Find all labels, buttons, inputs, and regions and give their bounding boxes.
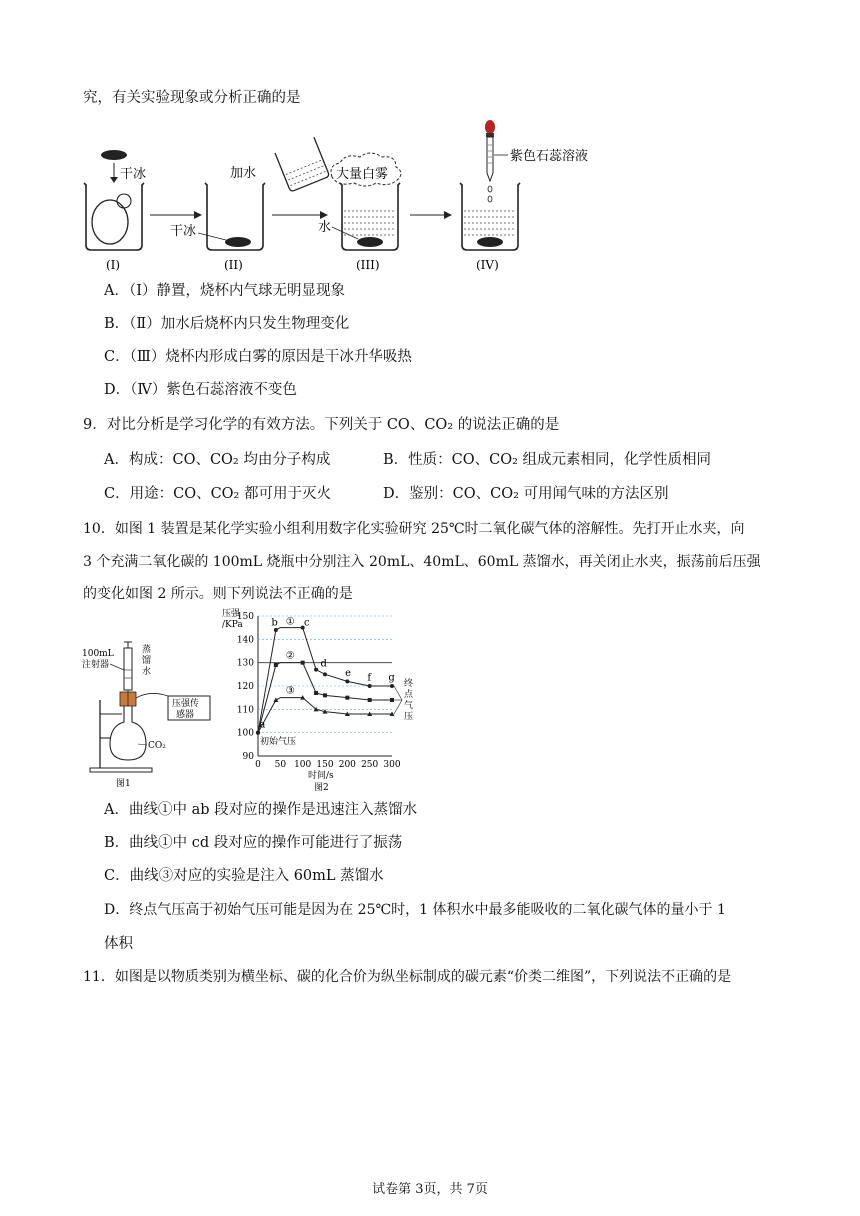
q8-option-b: B．（Ⅱ）加水后烧杯内只发生物理变化 <box>104 316 350 332</box>
chart-x-tick-label: 0 <box>255 760 261 770</box>
q9-option-b: B．性质：CO、CO₂ 组成元素相同，化学性质相同 <box>383 452 712 468</box>
q8-option-c: C．（Ⅲ）烧杯内形成白雾的原因是干冰升华吸热 <box>104 349 412 365</box>
point-label-a: a <box>259 719 266 731</box>
label-dry-ice-top: 干冰 <box>120 167 147 182</box>
chart-ylabel-1: 压强 <box>222 609 241 619</box>
label-litmus: 紫色石蕊溶液 <box>510 149 589 164</box>
step-label-3: (III) <box>356 258 380 272</box>
chart-point <box>256 730 260 734</box>
beaker-3 <box>318 153 401 250</box>
chart-x-tick-label: 250 <box>361 760 379 770</box>
dry-ice-pile-icon <box>225 237 251 247</box>
chart-point <box>345 696 349 700</box>
chart-x-tick-label: 100 <box>294 760 312 770</box>
label-final-3: 气 <box>404 701 414 711</box>
svg-text:压强传: 压强传 <box>172 699 200 709</box>
chart-x-tick-label: 300 <box>383 760 401 770</box>
point-label-f: f <box>367 672 372 684</box>
point-label-d: d <box>320 658 327 670</box>
chart-point <box>345 679 349 683</box>
q9-stem: 9．对比分析是学习化学的有效方法。下列关于 CO、CO₂ 的说法正确的是 <box>83 417 560 433</box>
q10-option-b: B．曲线①中 cd 段对应的操作可能进行了振荡 <box>104 835 403 851</box>
chart-x-tick-label: 150 <box>316 760 334 770</box>
q11-stem: 11．如图是以物质类别为横坐标、碳的化合价为纵坐标制成的碳元素“价类二维图”，下列说法不正确的是 <box>83 969 732 985</box>
q8-option-a: A．（Ⅰ）静置，烧杯内气球无明显现象 <box>104 283 345 299</box>
chart-y-tick-label: 150 <box>236 612 254 622</box>
svg-text:馏: 馏 <box>142 656 152 666</box>
q10-pressure-chart <box>220 606 425 792</box>
q9-option-a: A．构成：CO、CO₂ 均由分子构成 <box>104 452 331 468</box>
dry-ice-top-icon <box>101 150 127 160</box>
q9-option-c: C．用途：CO、CO₂ 都可用于灭火 <box>104 486 331 502</box>
q8-stem-tail: 究，有关实验现象或分析正确的是 <box>83 90 301 106</box>
label-final-1: 终 <box>404 679 414 689</box>
chart-y-tick-label: 130 <box>236 658 254 669</box>
chart-series-line <box>258 698 392 733</box>
q10-figure-1-apparatus <box>80 640 220 790</box>
chart-point <box>314 668 318 672</box>
chart-x-tick-label: 200 <box>338 760 356 770</box>
svg-text:100mL: 100mL <box>82 649 114 659</box>
chart-x-tick-label: 50 <box>274 760 287 770</box>
svg-text:CO₂: CO₂ <box>148 741 166 751</box>
page-footer: 试卷第 3页，共 7页 <box>372 1182 488 1197</box>
chart-point <box>323 693 327 697</box>
curve-label-3: ③ <box>285 685 295 697</box>
chart-point <box>273 698 278 703</box>
svg-text:注射器: 注射器 <box>82 660 110 670</box>
step-label-4: (IV) <box>476 258 499 272</box>
chart-xlabel: 时间/s <box>308 771 334 781</box>
label-final-2: 点 <box>404 690 414 700</box>
label-final-4: 压 <box>404 712 414 722</box>
q10-stem-line-3: 的变化如图 2 所示。则下列说法不正确的是 <box>83 586 353 602</box>
q9-option-d: D．鉴别：CO、CO₂ 可用闻气味的方法区别 <box>383 486 669 502</box>
q8-option-d: D．（Ⅳ）紫色石蕊溶液不变色 <box>104 382 297 398</box>
curve-label-1: ① <box>285 616 295 628</box>
chart-y-tick-label: 120 <box>236 682 254 692</box>
svg-text:感器: 感器 <box>176 710 195 720</box>
label-add-water: 加水 <box>230 166 257 181</box>
svg-text:图1: 图1 <box>116 779 131 789</box>
chart-point <box>390 698 394 702</box>
label-white-fog: 大量白雾 <box>336 167 389 182</box>
q10-option-a: A．曲线①中 ab 段对应的操作是迅速注入蒸馏水 <box>104 802 418 818</box>
step-label-2: (II) <box>224 258 243 272</box>
q10-stem-line-1: 10．如图 1 装置是某化学实验小组利用数字化实验研究 25℃时二氧化碳气体的溶解性。先打开止水夹，向 <box>83 521 745 537</box>
chart-y-tick-label: 90 <box>242 752 254 762</box>
chart-ylabel-2: /KPa <box>222 620 243 630</box>
curve-label-2: ② <box>285 650 295 662</box>
beaker-2 <box>170 137 330 250</box>
point-label-e: e <box>345 668 352 679</box>
chart-point <box>314 691 318 695</box>
chart-point <box>390 684 394 688</box>
point-label-c: c <box>304 617 310 629</box>
q10-option-c: C．曲线③对应的实验是注入 60mL 蒸馏水 <box>104 868 384 884</box>
label-dry-ice-beaker: 干冰 <box>170 224 197 239</box>
beaker-4 <box>460 120 588 250</box>
q10-option-d-line-1: D．终点气压高于初始气压可能是因为在 25℃时，1 体积水中最多能吸收的二氧化碳气体的量小于 1 <box>104 902 726 918</box>
label-initial-pressure: 初始气压 <box>260 737 297 747</box>
point-label-b: b <box>271 617 278 629</box>
svg-text:水: 水 <box>142 667 152 677</box>
beaker-1 <box>84 150 146 250</box>
step-label-1: (I) <box>106 258 121 272</box>
q8-experiment-figure <box>70 115 590 275</box>
dropper-icon <box>485 120 495 202</box>
chart-y-tick-label: 110 <box>236 705 254 716</box>
chart-y-tick-label: 100 <box>236 728 254 739</box>
point-label-g: g <box>388 672 395 684</box>
chart-point <box>323 672 327 676</box>
chart-point <box>368 684 372 688</box>
chart-point <box>274 663 278 667</box>
chart-point <box>301 661 305 665</box>
chart-series-line <box>258 628 392 733</box>
chart-y-tick-label: 140 <box>236 635 254 646</box>
q10-stem-line-2: 3 个充满二氧化碳的 100mL 烧瓶中分别注入 20mL、40mL、60mL 蒸馏水，再关闭止水夹，振荡前后压强 <box>83 554 761 570</box>
q10-option-d-line-2: 体积 <box>104 936 133 952</box>
svg-text:蒸: 蒸 <box>142 645 152 655</box>
label-water: 水 <box>318 220 332 235</box>
chart-caption: 图2 <box>314 783 329 792</box>
chart-point <box>368 698 372 702</box>
